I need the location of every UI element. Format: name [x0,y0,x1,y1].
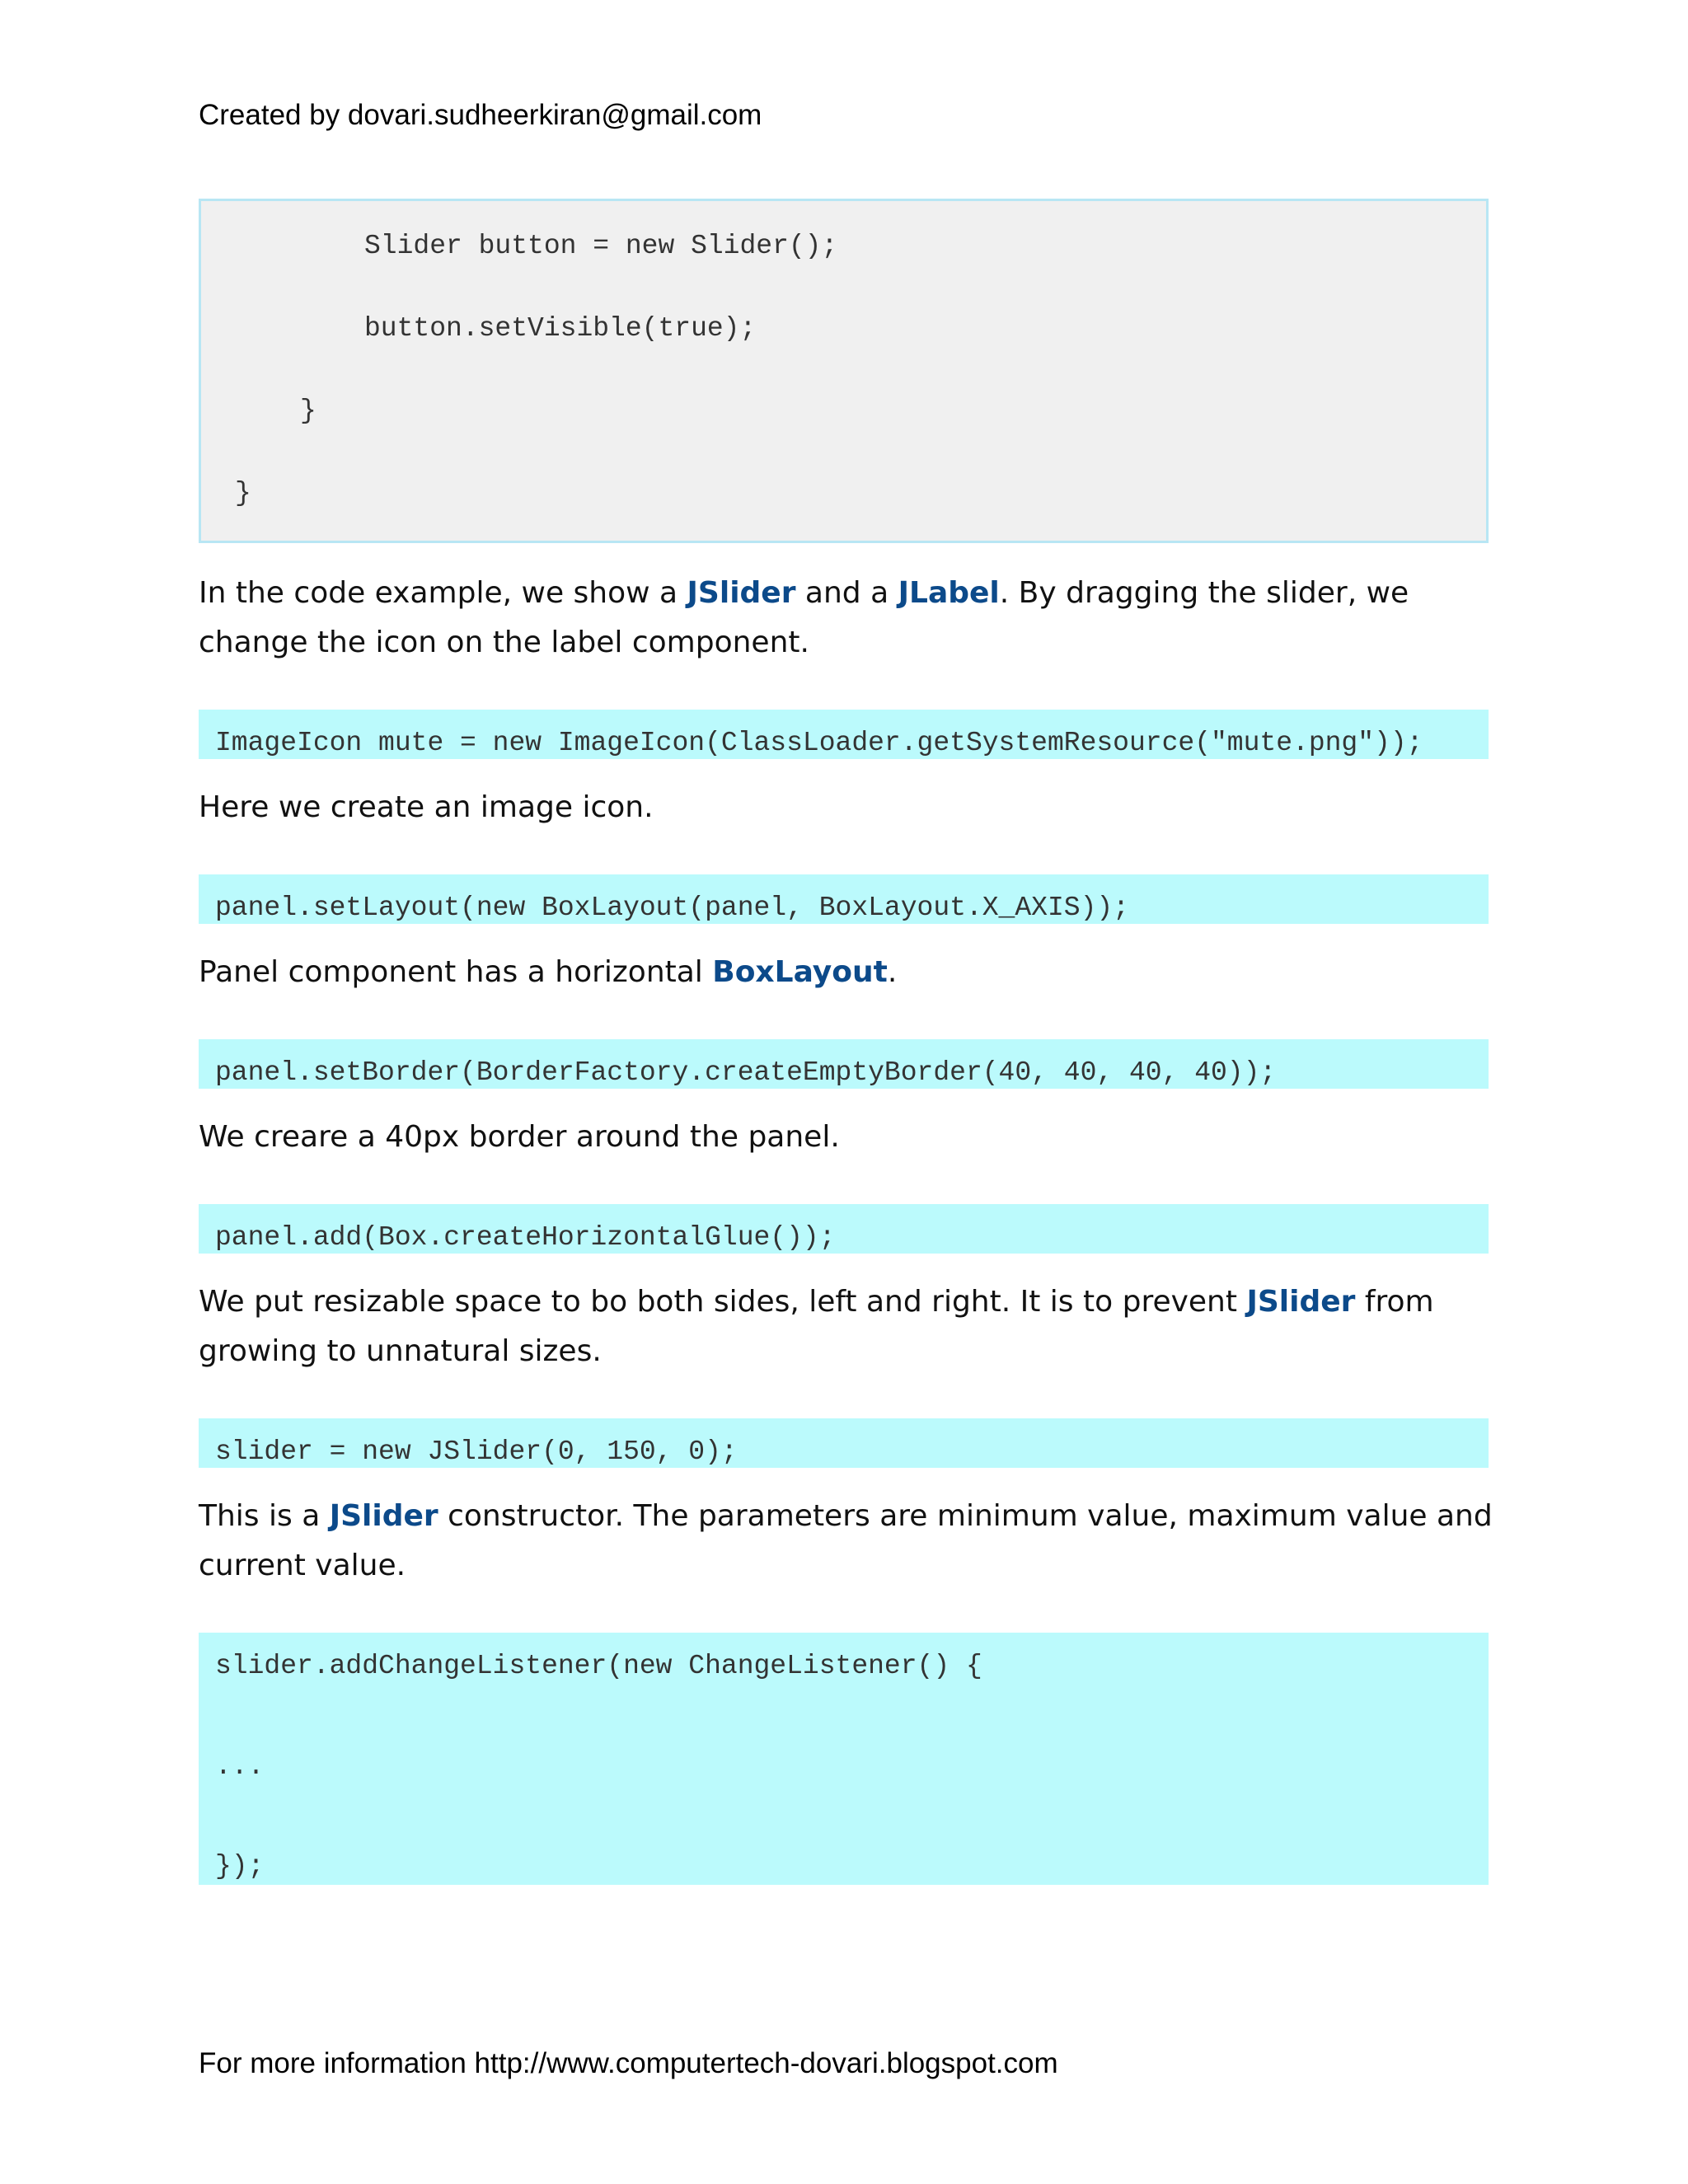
text-run: from growing to unnatural sizes. [199,1285,1434,1368]
paragraph [199,569,1493,668]
code-snippet [199,874,1489,924]
code-text: panel.setLayout(new BoxLayout(panel, BoxLayout.X_AXIS)); [215,893,1129,923]
code-line: Slider button = new Slider(); [364,231,838,261]
code-text: ... [215,1751,265,1782]
paragraph [199,783,1493,832]
paragraph [199,1113,1493,1162]
code-line: } [235,478,251,509]
code-line: button.setVisible(true); [364,313,757,344]
text-run: Panel component has a horizontal [199,955,713,989]
keyword: JSlider [1246,1285,1356,1319]
code-text: slider = new JSlider(0, 150, 0); [215,1436,738,1467]
text-run: Here we create an image icon. [199,790,654,824]
text-run: In the code example, we show a [199,576,687,610]
code-snippet [199,710,1489,759]
code-snippet [199,1204,1489,1254]
code-snippet [199,1633,1489,1885]
text-run: constructor. The parameters are minimum value, maximum value and current value. [199,1499,1493,1582]
text-run: We creare a 40px border around the panel. [199,1120,840,1154]
text-run: and a [795,576,898,610]
paragraph [199,948,1493,997]
paragraph [199,1492,1493,1591]
code-snippet [199,1418,1489,1468]
keyword: JLabel [898,576,1000,610]
page-header: Created by dovari.sudheerkiran@gmail.com [199,99,762,131]
text-run: We put resizable space to bo both sides, left and right. It is to prevent [199,1285,1247,1319]
page-footer: For more information http://www.computertech-dovari.blogspot.com [199,2047,1058,2079]
keyword: JSlider [329,1499,438,1533]
text-run: . [887,955,898,989]
code-text: }); [215,1851,265,1882]
text-run: This is a [199,1499,330,1533]
code-text: panel.setBorder(BorderFactory.createEmptyBorder(40, 40, 40, 40)); [215,1057,1277,1088]
code-text: slider.addChangeListener(new ChangeListener() { [215,1651,982,1681]
code-text: panel.add(Box.createHorizontalGlue()); [215,1222,836,1253]
code-listing [199,199,1489,543]
code-line: } [300,396,316,426]
keyword: BoxLayout [712,955,888,989]
code-text: ImageIcon mute = new ImageIcon(ClassLoader.getSystemResource("mute.png")); [215,728,1423,758]
text-run: . By dragging the slider, we change the icon on the label component. [199,576,1409,659]
code-snippet [199,1039,1489,1089]
keyword: JSlider [687,576,796,610]
paragraph [199,1277,1493,1376]
